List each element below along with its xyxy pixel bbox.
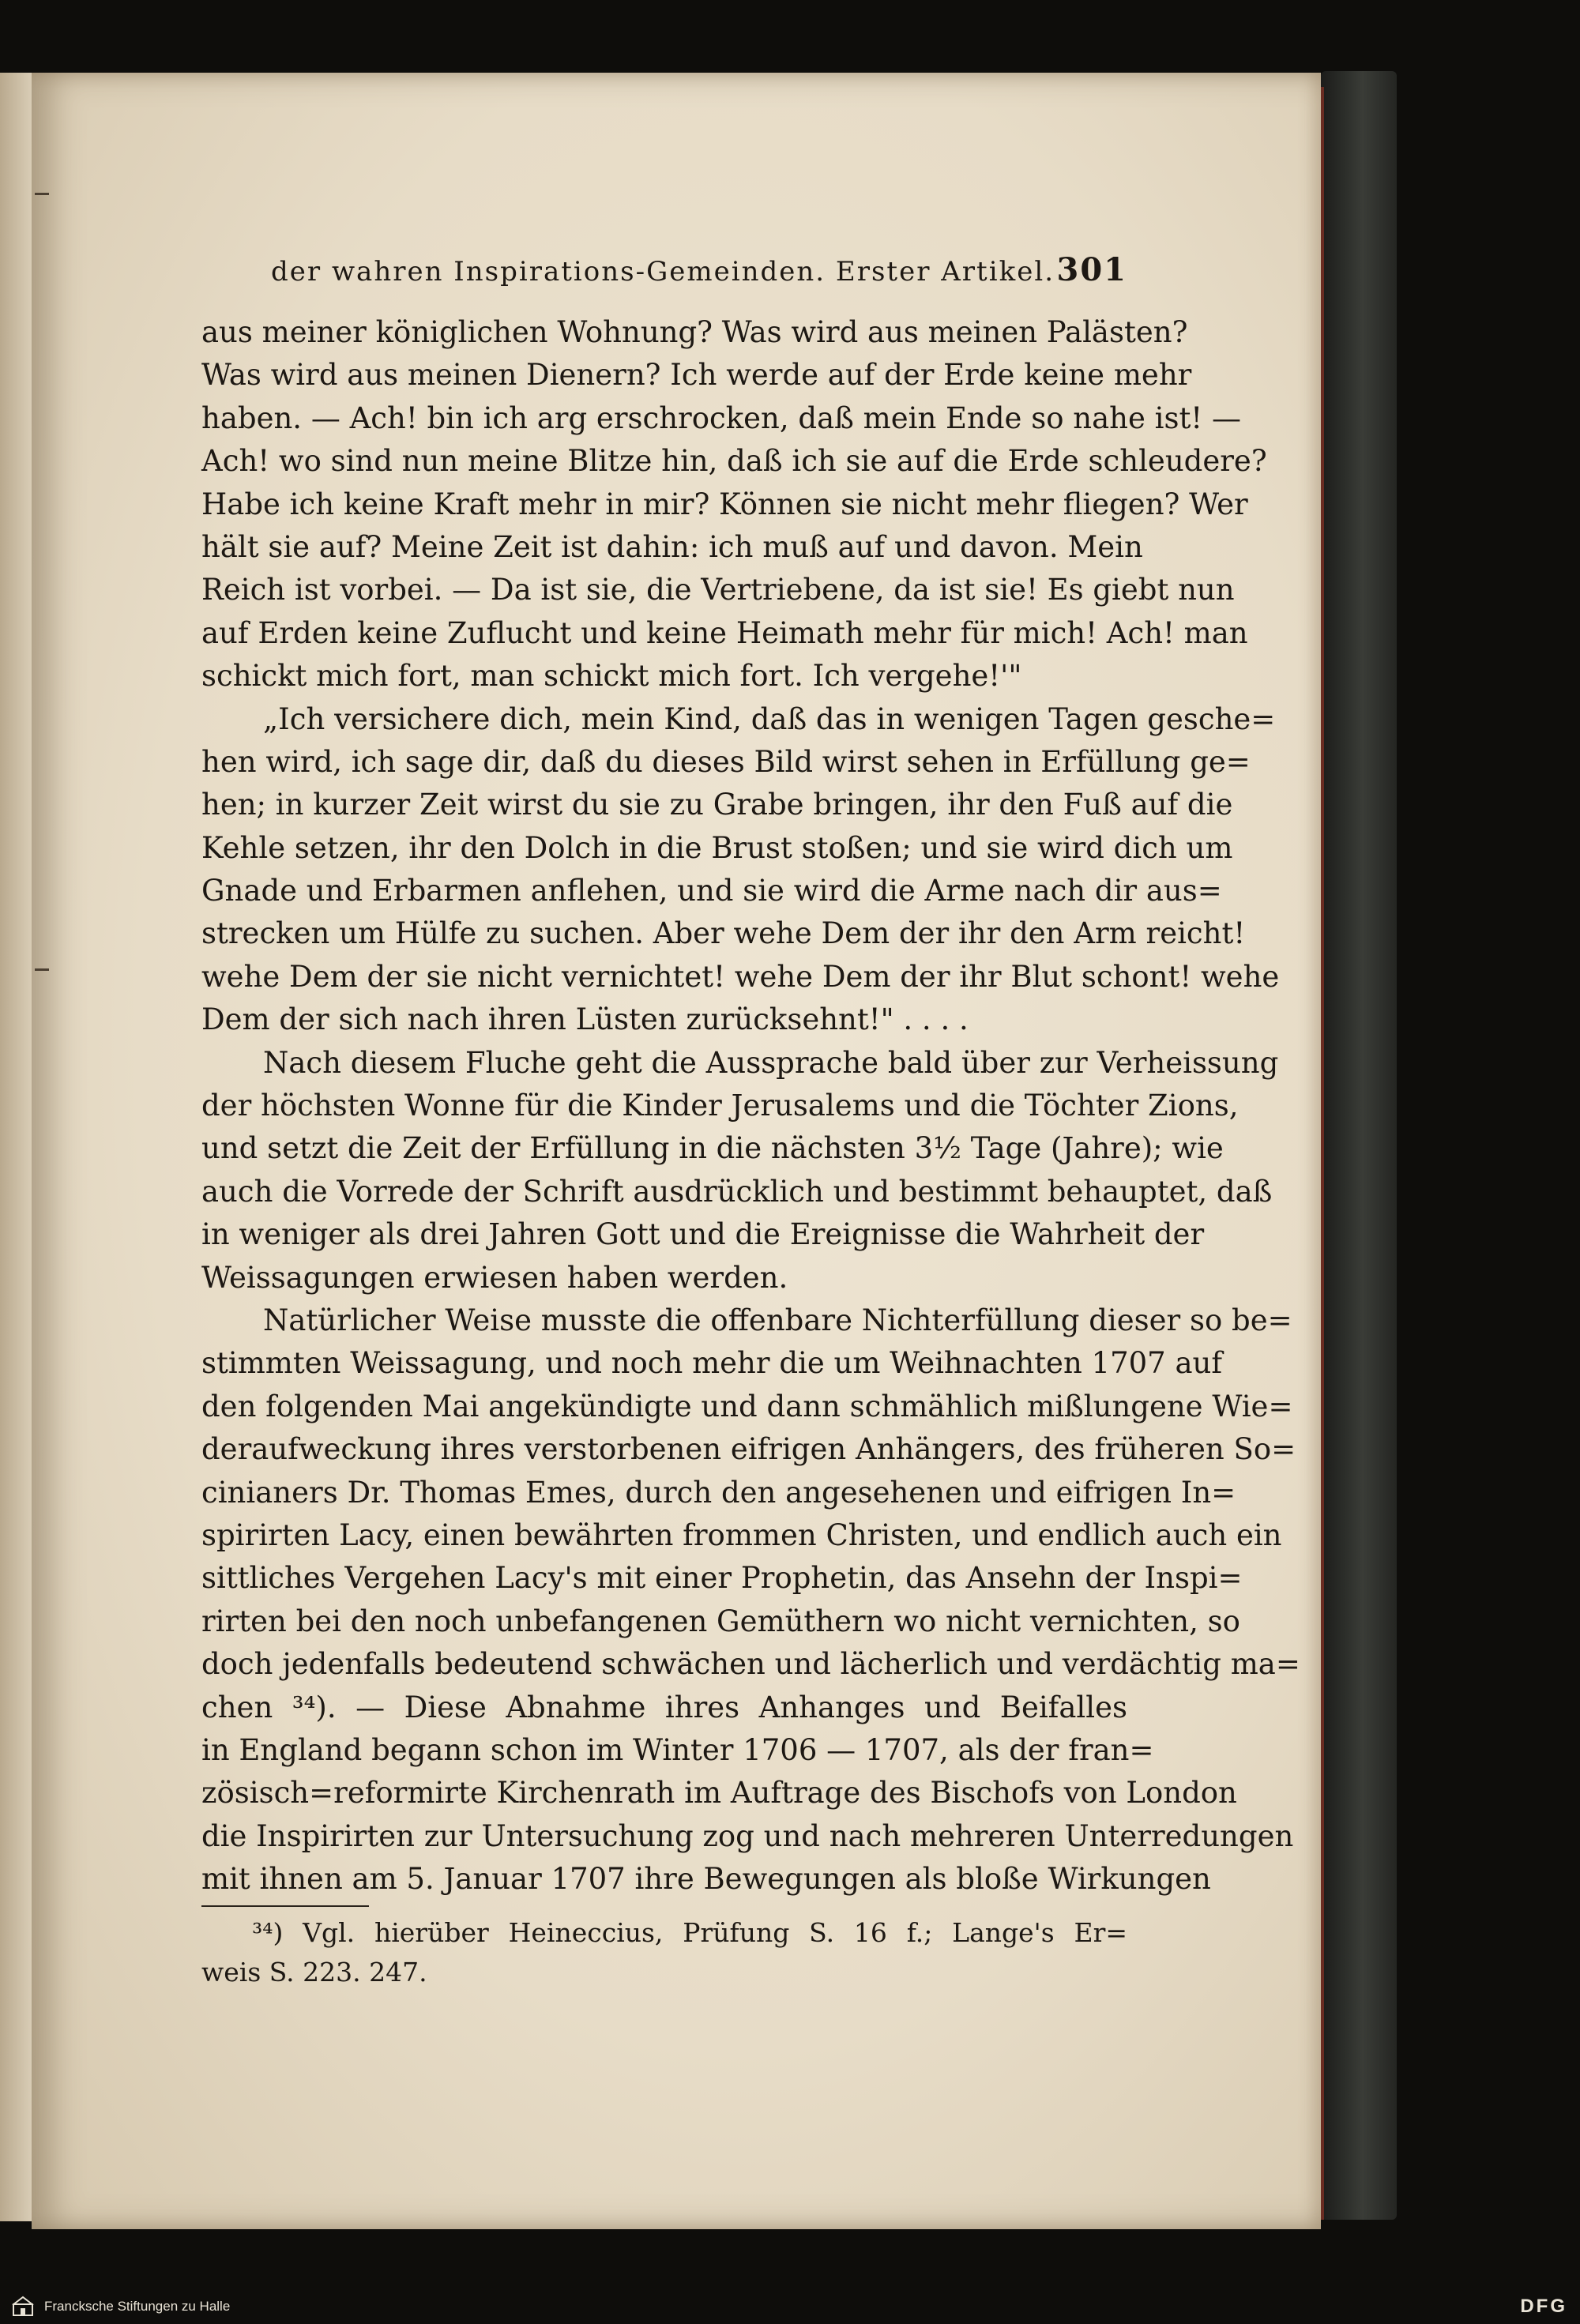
text-line: und setzt die Zeit der Erfüllung in die nächsten 3½ Tage (Jahre); wie (201, 1131, 1224, 1166)
page-header (271, 251, 1127, 297)
gutter-mark (35, 193, 49, 195)
text-line: aus meiner königlichen Wohnung? Was wird aus meinen Palästen? (201, 315, 1188, 349)
text-line: hen; in kurzer Zeit wirst du sie zu Grabe bringen, ihr den Fuß auf die (201, 788, 1233, 822)
text-line: sittliches Vergehen Lacy's mit einer Prophetin, das Ansehn der Inspi= (201, 1561, 1243, 1596)
text-line: Ach! wo sind nun meine Blitze hin, daß ich sie auf die Erde schleudere? (201, 444, 1267, 479)
text-line: auf Erden keine Zuflucht und keine Heimath mehr für mich! Ach! man (201, 615, 1248, 650)
text-line: Gnade und Erbarmen anflehen, und sie wird die Arme nach dir aus= (201, 874, 1222, 908)
text-line: der höchsten Wonne für die Kinder Jerusalems und die Töchter Zions, (201, 1089, 1239, 1123)
footnote-line: ³⁴) Vgl. hierüber Heineccius, Prüfung S. 16 f.; Lange's Er= (252, 1917, 1127, 1949)
text-line: „Ich versichere dich, mein Kind, daß das in wenigen Tagen gesche= (263, 701, 1276, 736)
footnote (201, 1913, 1127, 1992)
text-line: Was wird aus meinen Dienern? Ich werde auf der Erde keine mehr (201, 358, 1192, 393)
text-line: Reich ist vorbei. — Da ist sie, die Vertriebene, da ist sie! Es giebt nun (201, 573, 1235, 607)
text-line: in weniger als drei Jahren Gott und die Ereignisse die Wahrheit der (201, 1217, 1205, 1252)
text-line: chen ³⁴). — Diese Abnahme ihres Anhanges und Beifalles (201, 1690, 1127, 1724)
book-binding (1321, 71, 1397, 2220)
footnote-rule (201, 1905, 369, 1907)
text-line: den folgenden Mai angekündigte und dann schmählich mißlungene Wie= (201, 1389, 1293, 1423)
text-line: hen wird, ich sage dir, daß du dieses Bild wirst sehen in Erfüllung ge= (201, 744, 1251, 779)
text-line: in England begann schon im Winter 1706 — 1707, als der fran= (201, 1732, 1154, 1767)
text-line: Kehle setzen, ihr den Dolch in die Brust stoßen; und sie wird dich um (201, 830, 1233, 865)
page-text (201, 251, 1300, 1992)
text-line: auch die Vorrede der Schrift ausdrücklich und bestimmt behauptet, daß (201, 1174, 1273, 1209)
text-line: wehe Dem der sie nicht vernichtet! wehe Dem der ihr Blut schont! wehe (201, 959, 1280, 994)
footer-institution (11, 2295, 230, 2318)
text-line: Weissagungen erwiesen haben werden. (201, 1260, 788, 1295)
text-line: Dem der sich nach ihren Lüsten zurücksehnt!" . . . . (201, 1002, 969, 1037)
text-line: deraufweckung ihres verstorbenen eifrigen Anhängers, des früheren So= (201, 1432, 1296, 1467)
text-line: spirirten Lacy, einen bewährten frommen Christen, und endlich auch ein (201, 1517, 1282, 1552)
institution-logo-icon (11, 2295, 35, 2318)
text-line: Natürlicher Weise musste die offenbare Nichterfüllung dieser so be= (263, 1303, 1292, 1337)
gutter-mark (35, 968, 49, 971)
dfg-logo: DFG (1520, 2296, 1567, 2317)
institution-name: Francksche Stiftungen zu Halle (44, 2299, 231, 2314)
text-line: strecken um Hülfe zu suchen. Aber wehe Dem der ihr den Arm reicht! (201, 916, 1246, 951)
text-line: hält sie auf? Meine Zeit ist dahin: ich muß auf und davon. Mein (201, 529, 1143, 564)
footer-bar (0, 2289, 1580, 2324)
text-line: doch jedenfalls bedeutend schwächen und lächerlich und verdächtig ma= (201, 1647, 1300, 1682)
text-line: mit ihnen am 5. Januar 1707 ihre Bewegungen als bloße Wirkungen (201, 1862, 1211, 1897)
text-line: stimmten Weissagung, und noch mehr die um Weihnachten 1707 auf (201, 1346, 1223, 1381)
text-line: die Inspirirten zur Untersuchung zog und nach mehreren Unterredungen (201, 1818, 1294, 1853)
text-line: Nach diesem Fluche geht die Aussprache bald über zur Verheissung (263, 1045, 1279, 1080)
page-number: 301 (1056, 251, 1127, 288)
text-line: cinianers Dr. Thomas Emes, durch den angesehenen und eifrigen In= (201, 1475, 1236, 1510)
text-line: zösisch=reformirte Kirchenrath im Auftrage des Bischofs von London (201, 1776, 1237, 1811)
footnote-line: weis S. 223. 247. (201, 1957, 427, 1988)
text-line: haben. — Ach! bin ich arg erschrocken, daß mein Ende so nahe ist! — (201, 400, 1241, 435)
text-line: schickt mich fort, man schickt mich fort. Ich vergehe!'" (201, 659, 1022, 694)
running-head: der wahren Inspirations-Gemeinden. Erster Artikel. (271, 256, 1055, 288)
text-line: rirten bei den noch unbefangenen Gemüthern wo nicht vernichten, so (201, 1604, 1240, 1638)
text-line: Habe ich keine Kraft mehr in mir? Können sie nicht mehr fliegen? Wer (201, 487, 1248, 521)
body-text (201, 311, 1300, 1901)
